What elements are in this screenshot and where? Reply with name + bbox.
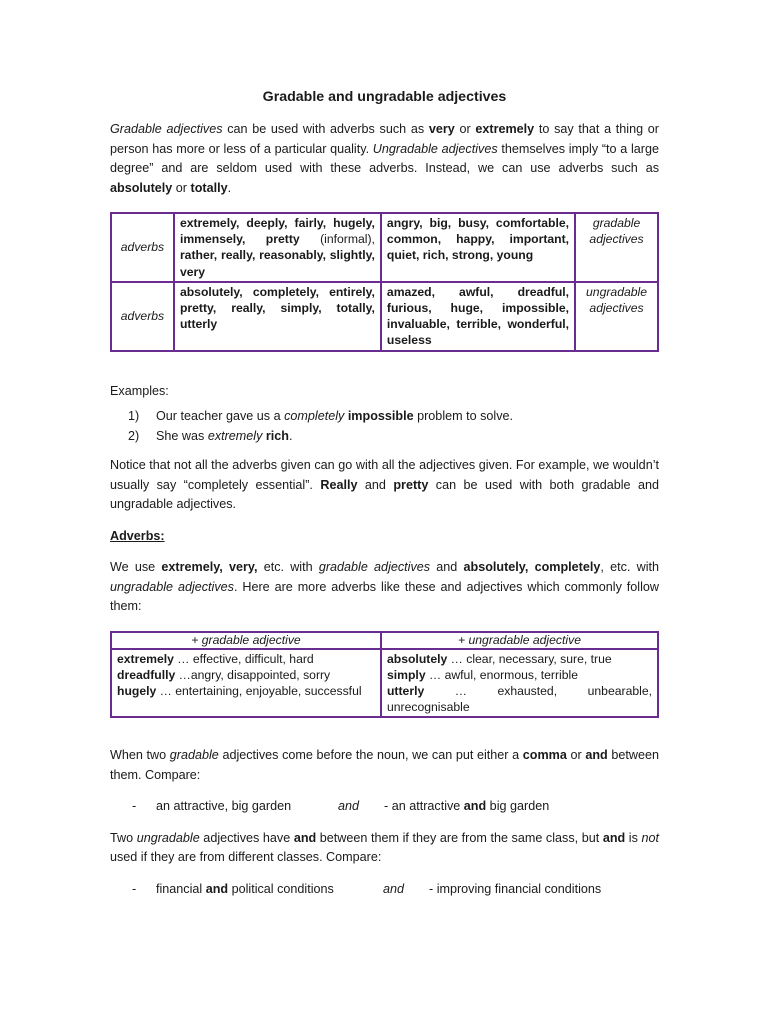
- tu-c: adjectives have: [199, 830, 294, 845]
- compare1-right-c: big garden: [486, 799, 550, 814]
- intro-paragraph: [110, 120, 659, 198]
- adverb-adjective-table: [110, 212, 659, 352]
- left-adverb-2: dreadfully: [117, 667, 176, 682]
- gradable-adverbs-b: rather, really, reasonably, slightly, very: [179, 248, 375, 279]
- category-gradable-adjectives: adjectives: [589, 232, 644, 247]
- category-gradable-cell: [575, 213, 658, 282]
- tu-a: Two: [110, 830, 137, 845]
- ungradable-adverbs-list: absolutely, completely, entirely, pretty, really, simply, totally, utterly: [179, 284, 375, 332]
- adverb-collocation-table: [110, 631, 659, 719]
- example-2-b: extremely: [207, 428, 263, 443]
- example-2-a: She was: [156, 428, 208, 443]
- compare2-right: - improving financial conditions: [429, 881, 602, 896]
- collocation-line: [117, 651, 375, 667]
- collocation-line: [387, 667, 652, 683]
- right-rest-2: … awful, enormous, terrible: [425, 667, 579, 682]
- adverbs-heading-text: Adverbs:: [110, 528, 165, 543]
- intro-absolutely: absolutely: [110, 180, 173, 195]
- list-item: [110, 427, 659, 447]
- compare2-left-a: financial: [156, 881, 206, 896]
- example-text: [156, 407, 513, 427]
- tu-g: is: [625, 830, 642, 845]
- notice-text-1: Notice that not all the adverbs given can go with all the adjectives given. For example, we wouldn’t usually say “completely essential”.: [110, 458, 659, 492]
- adverbs-para-e: and: [430, 560, 464, 575]
- notice-text-2: and: [357, 477, 394, 492]
- intro-very: very: [428, 122, 455, 136]
- right-rest-3: … exhausted, unbearable, unrecognisable: [386, 684, 652, 715]
- left-rest-1: … effective, difficult, hard: [173, 651, 314, 666]
- left-rest-3: … entertaining, enjoyable, successful: [156, 684, 362, 699]
- ungradable-adjectives-cell: [381, 282, 575, 351]
- right-rest-1: … clear, necessary, sure, true: [447, 651, 612, 666]
- compare2-left-c: political conditions: [228, 881, 334, 896]
- adverbs-para-i: . Here are more adverbs like these and adjectives which commonly follow them:: [110, 579, 660, 614]
- adverbs-para-c: etc. with: [257, 560, 319, 575]
- intro-text-3: to say that a thing or person has more or less of a particular quality.: [110, 122, 660, 156]
- tg-a: When two: [110, 748, 170, 763]
- intro-extremely: extremely: [475, 122, 535, 136]
- ungradable-adjectives-list: amazed, awful, dreadful, furious, huge, impossible, invaluable, terrible, wonderful, useless: [386, 284, 570, 348]
- table-row-ungradable: [111, 282, 658, 351]
- right-adverb-2: simply: [386, 667, 426, 682]
- two-ungradable-paragraph: [110, 829, 659, 868]
- collocation-line: [117, 683, 375, 699]
- row-label-adverbs-2: adverbs: [111, 282, 174, 351]
- right-adverb-1: absolutely: [386, 651, 448, 666]
- example-number: 2): [128, 428, 140, 443]
- tu-e: between them if they are from the same class, but: [316, 830, 603, 845]
- informal-note: (informal),: [320, 232, 375, 247]
- tu-h: not: [641, 830, 659, 845]
- gradable-adverbs-a: extremely, deeply, fairly, hugely, immensely, pretty: [179, 216, 375, 247]
- gradable-collocations-cell: [111, 649, 381, 718]
- example-text: [156, 427, 293, 447]
- notice-really: Really: [320, 477, 358, 492]
- two-gradable-paragraph: [110, 746, 659, 785]
- tu-d: and: [293, 830, 317, 845]
- intro-term-gradable: Gradable adjectives: [110, 122, 223, 136]
- intro-text-1: can be used with adverbs such as: [222, 122, 429, 136]
- intro-text-6: .: [227, 180, 232, 195]
- compare1-right: [384, 797, 549, 817]
- compare1-and: and: [338, 799, 360, 814]
- table-row-gradable: [111, 213, 658, 282]
- tg-g: between them. Compare:: [110, 748, 660, 782]
- ungradable-collocations-cell: [381, 649, 658, 718]
- example-2-d: rich: [265, 428, 290, 443]
- tu-f: and: [602, 830, 626, 845]
- adverbs-paragraph: [110, 558, 659, 617]
- example-number: 1): [128, 409, 140, 424]
- notice-paragraph: [110, 456, 659, 515]
- adverbs-heading: [110, 527, 659, 547]
- compare2-left-b: and: [205, 881, 229, 896]
- intro-text-4: themselves imply “to a large degree” and are seldom used with these adverbs. Instead, we can use adverbs such as: [110, 141, 659, 175]
- compare1-right-a: - an attractive: [384, 799, 464, 814]
- intro-text-2: or: [454, 122, 476, 136]
- table-row: [111, 649, 658, 718]
- gradable-adjectives-list: angry, big, busy, comfortable, common, happy, important, quiet, rich, strong, young: [386, 216, 570, 263]
- right-adverb-3: utterly: [386, 684, 425, 699]
- notice-pretty: pretty: [393, 477, 429, 492]
- left-adverb-3: hugely: [117, 684, 157, 699]
- example-1-d: impossible: [347, 409, 414, 424]
- tu-b: ungradable: [136, 830, 200, 845]
- left-rest-2: …angry, disappointed, sorry: [175, 667, 331, 682]
- example-1-e: problem to solve.: [413, 409, 514, 424]
- examples-list: [110, 407, 659, 446]
- header-ungradable: + ungradable adjective: [381, 632, 658, 649]
- collocation-line: [117, 667, 375, 683]
- document-content: [110, 86, 659, 899]
- page-title: Gradable and ungradable adjectives: [262, 89, 507, 105]
- tg-d: comma: [522, 748, 567, 763]
- left-adverb-1: extremely: [117, 651, 174, 666]
- collocation-line: [387, 651, 652, 667]
- examples-label: Examples:: [110, 383, 169, 398]
- list-item: [110, 407, 659, 427]
- compare1-left: an attractive, big garden: [156, 799, 292, 814]
- intro-term-ungradable: Ungradable adjectives: [372, 141, 498, 156]
- compare-example-1: [110, 797, 659, 817]
- category-ungradable-cell: [575, 282, 658, 351]
- bullet-dash: -: [132, 799, 137, 814]
- adverbs-para-d: gradable adjectives: [318, 560, 431, 575]
- adverbs-para-a: We use: [110, 560, 162, 575]
- adverbs-para-f: absolutely, completely: [463, 560, 601, 575]
- adverbs-para-g: , etc. with: [600, 560, 659, 575]
- adverbs-para-h: ungradable adjectives: [110, 579, 234, 594]
- tu-i: used if they are from different classes. Compare:: [110, 850, 382, 865]
- bullet-dash: -: [132, 881, 137, 896]
- compare2-and: and: [383, 881, 405, 896]
- notice-text-3: can be used with both gradable and ungradable adjectives.: [110, 477, 659, 512]
- collocation-line: [387, 683, 652, 715]
- header-gradable: + gradable adjective: [111, 632, 381, 649]
- tg-f: and: [585, 748, 608, 763]
- intro-text-5: or: [172, 180, 191, 195]
- example-1-b: completely: [284, 409, 345, 424]
- gradable-adjectives-cell: [381, 213, 575, 282]
- tg-b: gradable: [169, 748, 219, 763]
- tg-c: adjectives come before the noun, we can put either a: [218, 748, 523, 763]
- compare1-right-b: and: [463, 799, 487, 814]
- example-2-e: .: [289, 428, 293, 443]
- tg-e: or: [566, 748, 586, 763]
- category-gradable: gradable: [592, 216, 641, 230]
- adverbs-para-b: extremely, very,: [161, 560, 258, 575]
- row-label-adverbs: adverbs: [111, 213, 174, 282]
- compare-example-2: [110, 880, 659, 900]
- ungradable-adverbs-cell: [174, 282, 381, 351]
- intro-totally: totally: [190, 180, 228, 195]
- category-ungradable-adjectives: adjectives: [589, 301, 644, 316]
- example-1-a: Our teacher gave us a: [156, 409, 285, 424]
- gradable-adverbs-cell: [174, 213, 381, 282]
- table-header-row: [111, 632, 658, 649]
- compare2-left: [156, 880, 383, 900]
- category-ungradable: ungradable: [586, 284, 648, 299]
